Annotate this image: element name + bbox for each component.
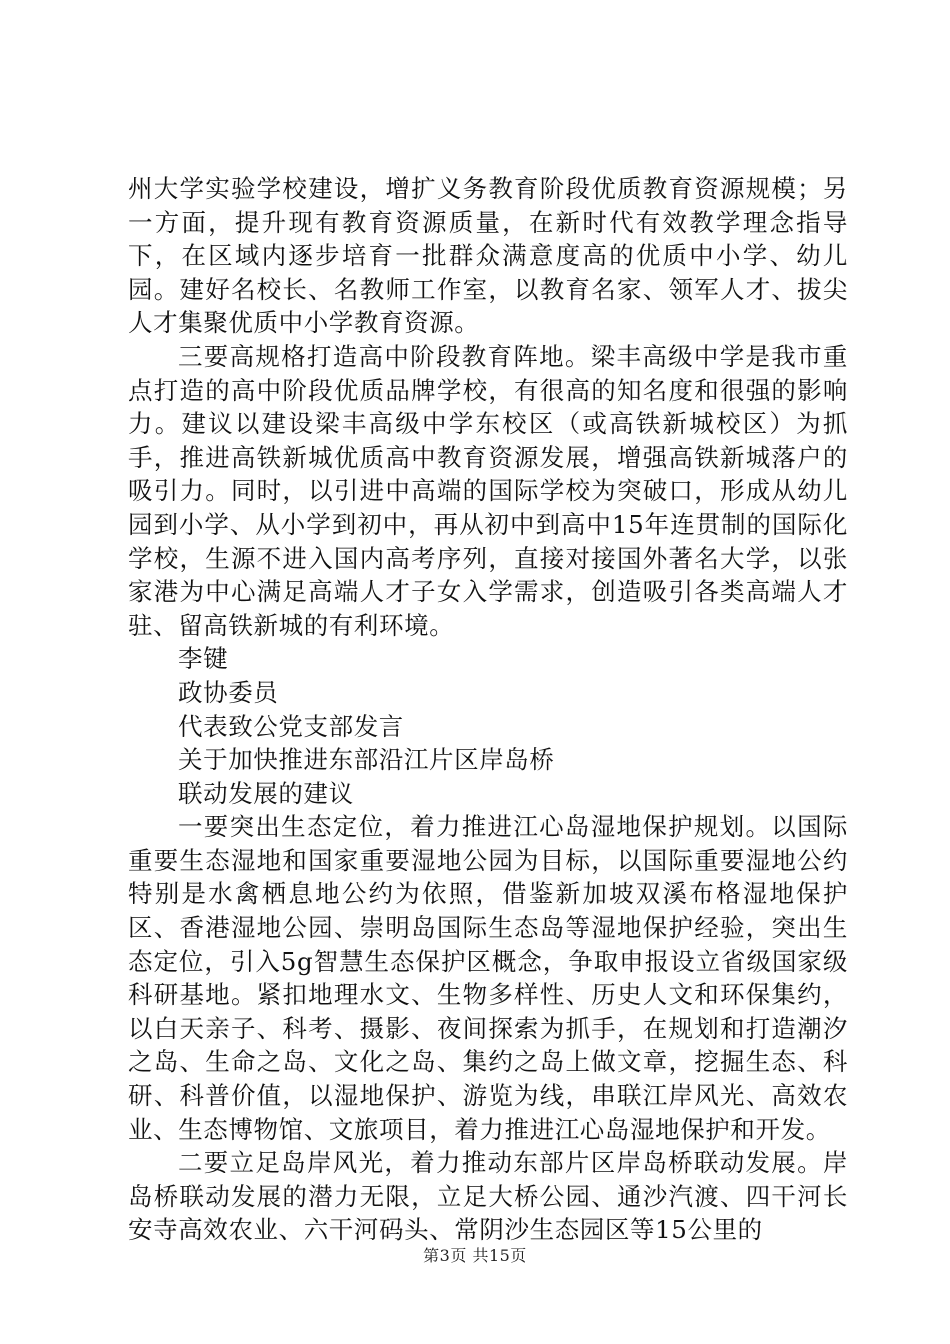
speaker-role: 政协委员 xyxy=(178,677,279,707)
paragraph-3: 一要突出生态定位，着力推进江心岛湿地保护规划。以国际重要生态湿地和国家重要湿地公园为目标，以国际重要湿地公约特别是水禽栖息地公约为依照，借鉴新加坡双溪布格湿地保护区、香港湿地公园、崇明岛国际生态岛等湿地保护经验，突出生态定位，引入5g智慧生态保护区概念，争取申报设立省级国家级科研基地。紧扣地理水文、生物多样性、历史人文和环保集约，以白天亲子、科考、摄影、夜间探索为抓手，在规划和打造潮汐之岛、生命之岛、文化之岛、集约之岛上做文章，挖掘生态、科研、科普价值，以湿地保护、游览为线，串联江岸风光、高效农业、生态博物馆、文旅项目，着力推进江心岛湿地保护和开发。 xyxy=(128,812,848,1144)
speaker-affiliation: 代表致公党支部发言 xyxy=(178,711,404,741)
paragraph-4: 二要立足岛岸风光，着力推动东部片区岸岛桥联动发展。岸岛桥联动发展的潜力无限，立足大桥公园、通沙汽渡、四干河长安寺高效农业、六干河码头、常阴沙生态园区等15公里的 xyxy=(128,1148,848,1245)
page-number: 第3页 共15页 xyxy=(423,1246,527,1265)
body-text xyxy=(128,172,848,1247)
speech-title-line-1: 关于加快推进东部沿江片区岸岛桥 xyxy=(178,745,555,775)
speaker-name: 李键 xyxy=(178,644,229,674)
speech-title-line-2: 联动发展的建议 xyxy=(178,778,354,808)
paragraph-2: 三要高规格打造高中阶段教育阵地。梁丰高级中学是我市重点打造的高中阶段优质品牌学校，有很高的知名度和很强的影响力。建议以建设梁丰高级中学东校区（或高铁新城校区）为抓手，推进高铁新城优质高中教育资源发展，增强高铁新城落户的吸引力。同时，以引进中高端的国际学校为突破口，形成从幼儿园到小学、从小学到初中，再从初中到高中15年连贯制的国际化学校，生源不进入国内高考序列，直接对接国外著名大学，以张家港为中心满足高端人才子女入学需求，创造吸引各类高端人才驻、留高铁新城的有利环境。 xyxy=(128,341,848,640)
paragraph-1: 州大学实验学校建设，增扩义务教育阶段优质教育资源规模；另一方面，提升现有教育资源质量，在新时代有效教学理念指导下，在区域内逐步培育一批群众满意度高的优质中小学、幼儿园。建好名校长、名教师工作室，以教育名家、领军人才、拔尖人才集聚优质中小学教育资源。 xyxy=(128,174,848,338)
